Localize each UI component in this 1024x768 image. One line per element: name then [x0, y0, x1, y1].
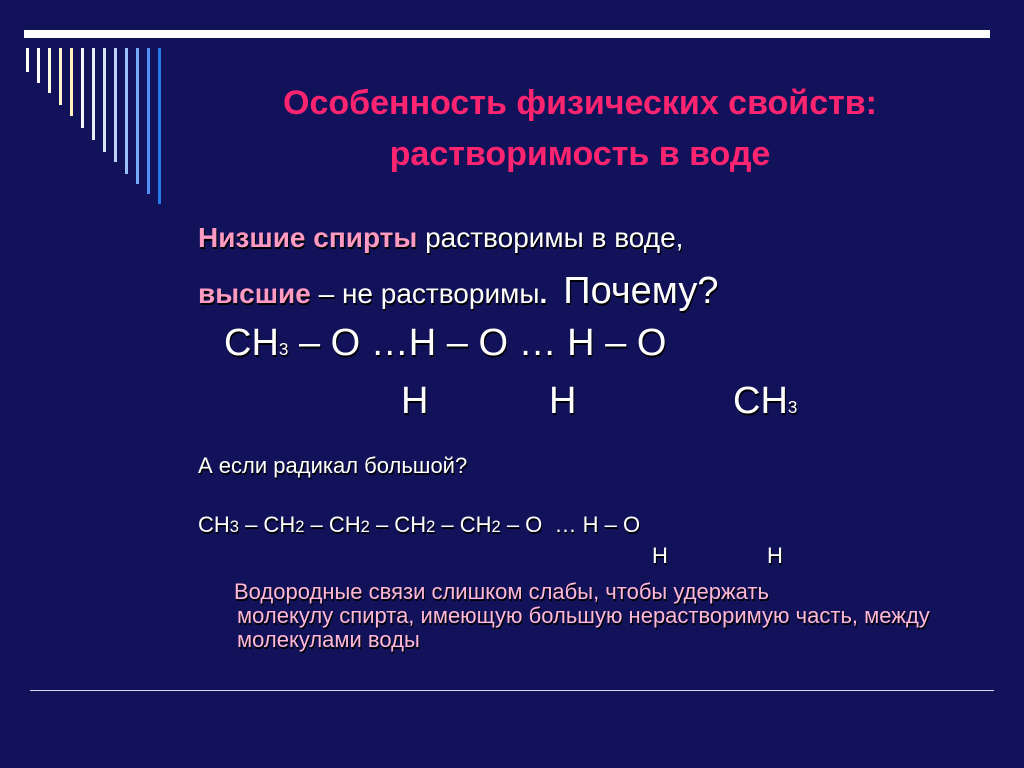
why-question: Почему? — [563, 270, 719, 312]
slide-title: Особенность физических свойств: растворимость в воде — [283, 84, 877, 173]
formula-methyl-index: 3 — [278, 340, 289, 359]
formula-h-2: H — [549, 380, 577, 422]
chain-h-1: H — [652, 543, 668, 568]
formula-methyl-2-index: 3 — [787, 398, 798, 417]
formula-methyl-2: CH3 — [733, 380, 798, 422]
long-chain-formula: CH3 – CH2 – CH2 – CH2 – CH2 – O … H – O — [198, 512, 641, 537]
explanation-first-line: Водородные связи слишком слабы, чтобы удержать — [234, 579, 769, 604]
stripes-decoration — [0, 0, 180, 220]
higher-alcohols-text: – не растворимы — [310, 278, 540, 309]
bottom-rule — [30, 690, 994, 691]
hydrogen-bond-formula — [224, 322, 666, 365]
explanation-note — [234, 580, 974, 652]
formula-bonds: – O …H – O … H – O — [288, 322, 667, 364]
chain-h-2: H — [767, 543, 783, 568]
explanation-rest: молекулу спирта, имеющую большую нерастворимую часть, между молекулами воды — [237, 603, 930, 652]
higher-alcohols-period: . — [539, 278, 548, 309]
lower-alcohols-text: растворимы в воде, — [417, 222, 684, 253]
formula-h-1: H — [401, 380, 429, 422]
line-lower-alcohols — [198, 222, 683, 254]
formula-methyl: CH — [224, 322, 279, 364]
lower-alcohols-term: Низшие спирты — [198, 222, 418, 253]
line-higher-alcohols — [198, 270, 718, 313]
large-radical-question: А если радикал большой? — [198, 453, 468, 478]
higher-alcohols-term: высшие — [198, 278, 311, 309]
